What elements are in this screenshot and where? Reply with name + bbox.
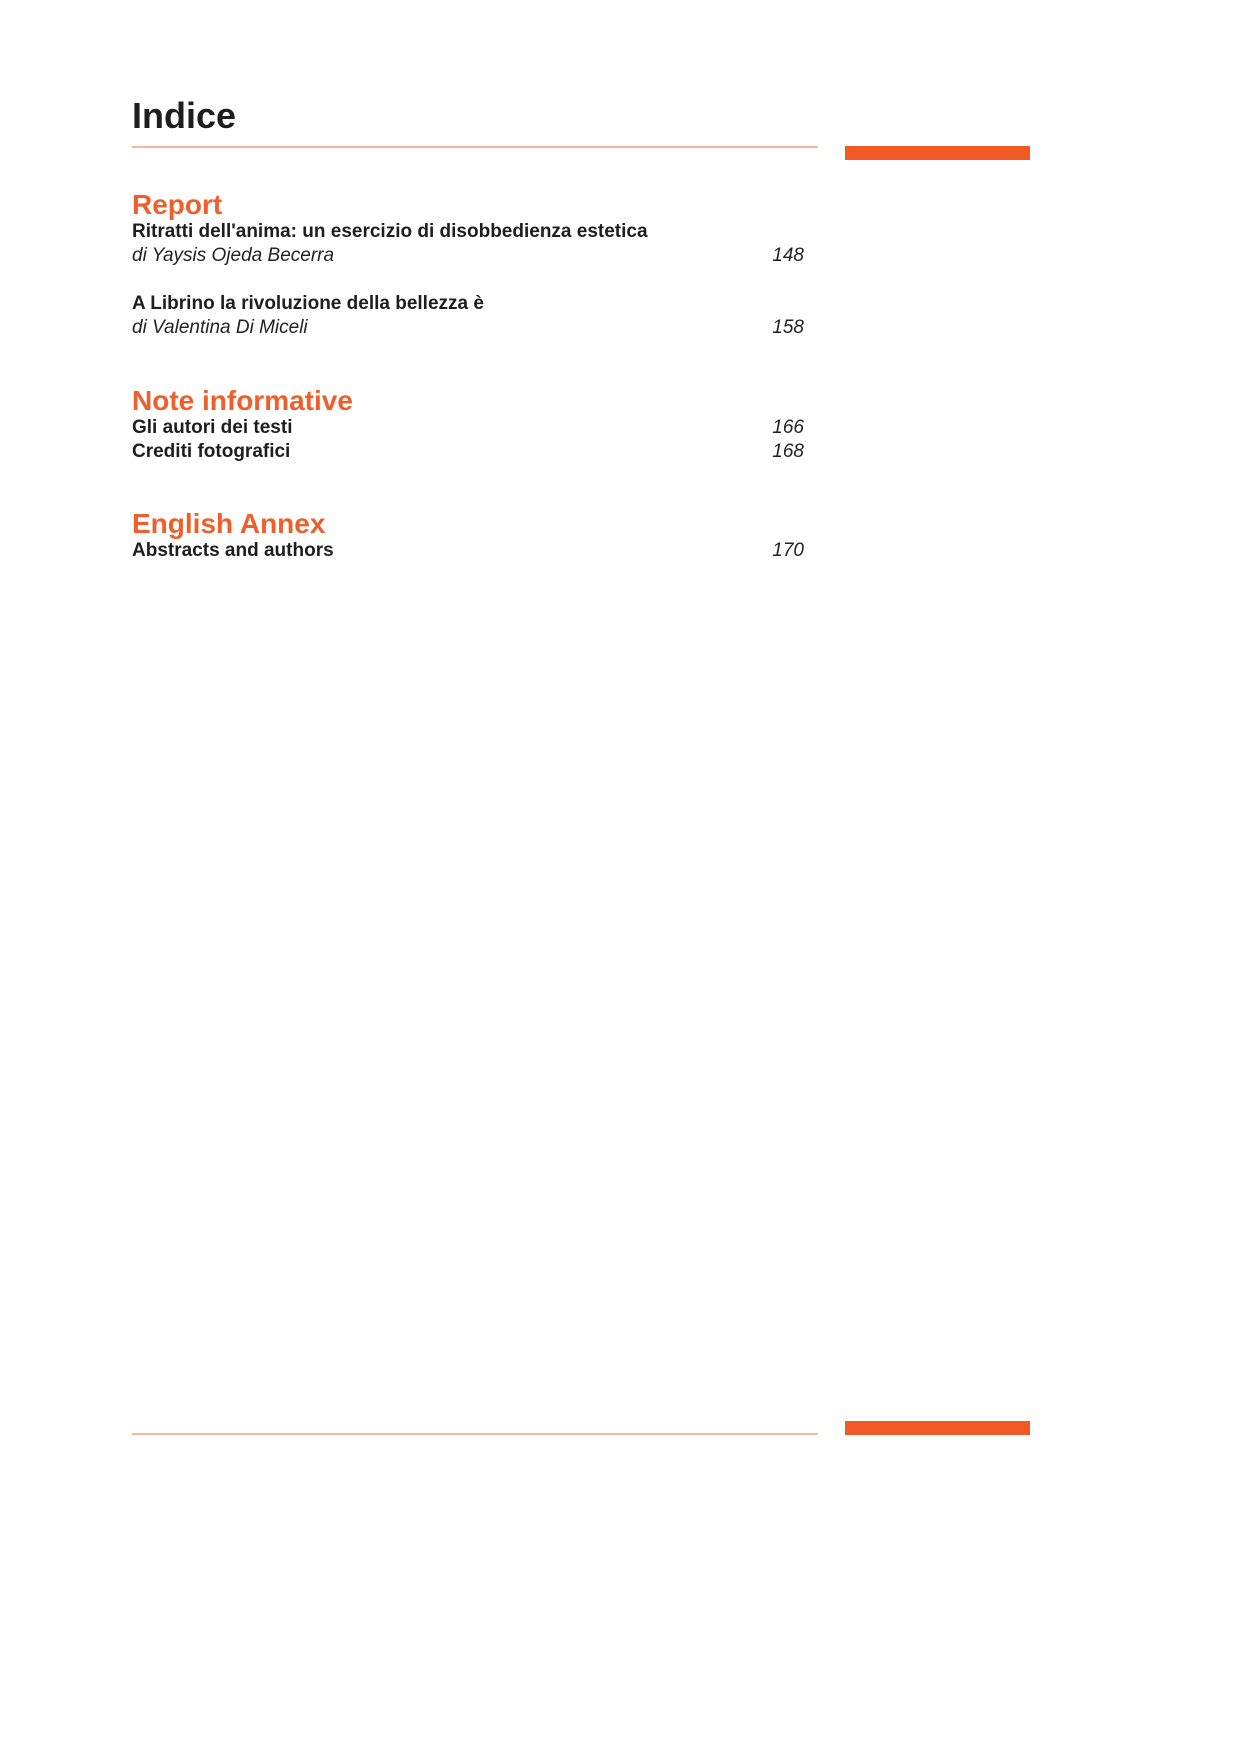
toc-section-note-informative bbox=[132, 386, 804, 464]
page-number[interactable]: 158 bbox=[772, 317, 804, 338]
section-title: Report bbox=[132, 189, 223, 220]
entry-title[interactable]: A Librino la rivoluzione della bellezza è bbox=[132, 293, 484, 314]
entry-title[interactable]: Gli autori dei testi bbox=[132, 417, 293, 438]
entry-title[interactable]: Abstracts and authors bbox=[132, 540, 334, 561]
toc-entry[interactable] bbox=[132, 220, 804, 268]
toc-entry[interactable] bbox=[132, 440, 804, 464]
entry-title[interactable]: Ritratti dell'anima: un esercizio di disobbedienza estetica bbox=[132, 221, 648, 242]
page-title: Indice bbox=[132, 95, 237, 136]
footer-rule bbox=[132, 1433, 818, 1435]
section-title: English Annex bbox=[132, 508, 326, 539]
toc-entry[interactable] bbox=[132, 539, 804, 563]
entry-title[interactable]: Crediti fotografici bbox=[132, 441, 291, 462]
toc-section-english-annex bbox=[132, 509, 804, 563]
toc-entry[interactable] bbox=[132, 292, 804, 340]
page-number[interactable]: 148 bbox=[772, 245, 804, 266]
toc-entry[interactable] bbox=[132, 416, 804, 440]
header-rule bbox=[132, 146, 818, 148]
page-number[interactable]: 170 bbox=[772, 540, 804, 561]
footer-accent-bar bbox=[845, 1421, 1030, 1435]
toc-section-report bbox=[132, 190, 804, 340]
entry-author: di Yaysis Ojeda Becerra bbox=[132, 245, 335, 266]
entry-author: di Valentina Di Miceli bbox=[132, 317, 308, 338]
page-number[interactable]: 166 bbox=[772, 417, 804, 438]
header-accent-bar bbox=[845, 146, 1030, 160]
section-title: Note informative bbox=[132, 385, 353, 416]
page-number[interactable]: 168 bbox=[772, 441, 804, 462]
